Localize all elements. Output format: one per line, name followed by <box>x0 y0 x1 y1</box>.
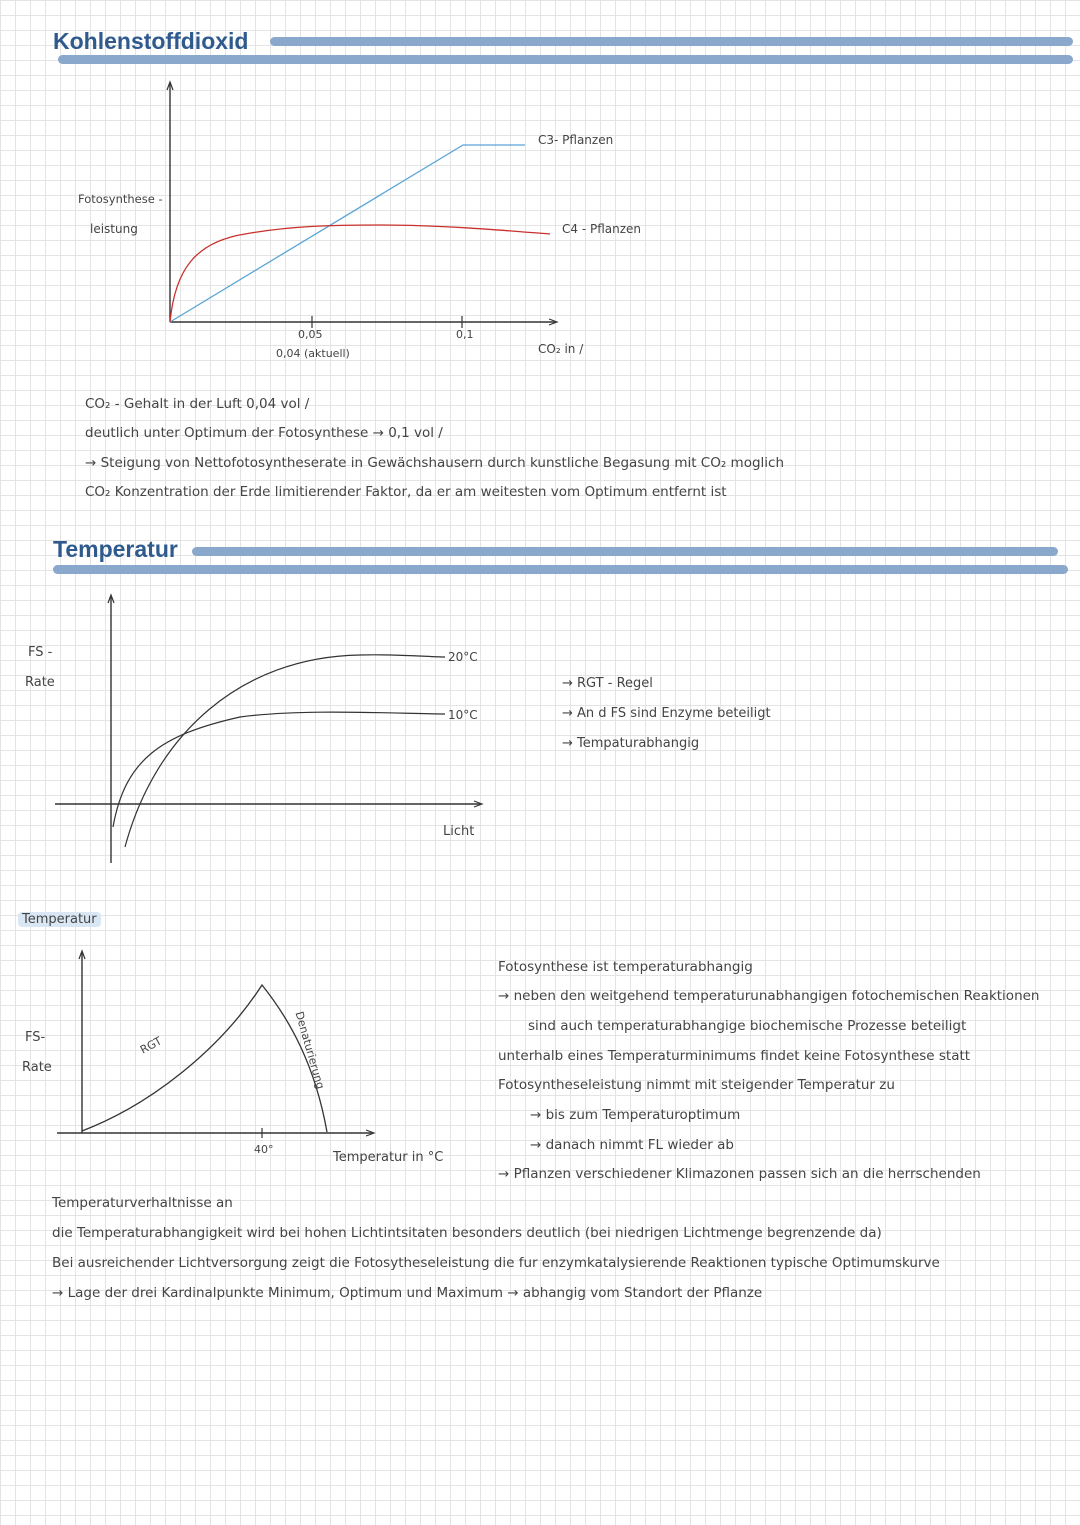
tick-label: 0,1 <box>456 328 474 341</box>
tick-label: 0,05 <box>298 328 323 341</box>
section-title-temperatur: Temperatur <box>53 536 178 562</box>
y-axis-label: Rate <box>22 1060 52 1075</box>
x-axis-label: CO₂ in / <box>538 342 584 356</box>
note-line: → danach nimmt FL wieder ab <box>530 1137 734 1153</box>
note-line: → neben den weitgehend temperaturunabhangigen fotochemischen Reaktionen <box>498 988 1040 1004</box>
curve-label: 10°C <box>448 708 478 722</box>
legend-c3: C3- Pflanzen <box>538 133 614 147</box>
c4-curve <box>170 225 550 322</box>
bullet: → Tempaturabhangig <box>562 736 700 751</box>
denaturation-label: Denaturierung <box>292 1010 328 1091</box>
note-line: Temperaturverhaltnisse an <box>52 1195 233 1211</box>
note-line: deutlich unter Optimum der Fotosynthese → 0,1 vol / <box>85 425 443 441</box>
curve-label: 20°C <box>448 650 478 664</box>
y-axis-label: FS - <box>28 645 53 660</box>
temperature-optimum-chart <box>0 945 480 1160</box>
note-line: CO₂ Konzentration der Erde limitierender Faktor, da er am weitesten vom Optimum entfernt ist <box>85 484 727 500</box>
bullet: → RGT - Regel <box>562 676 653 691</box>
title-bar <box>270 37 1073 46</box>
c3-curve <box>170 145 525 322</box>
subheading-temperatur: Temperatur <box>18 912 101 927</box>
note-line: → bis zum Temperaturoptimum <box>530 1107 741 1123</box>
note-line: die Temperaturabhangigkeit wird bei hohen Lichtintsitaten besonders deutlich (bei niedrigen Lichtmenge begrenzende da) <box>52 1225 882 1241</box>
y-axis-label: Rate <box>25 675 55 690</box>
note-line: → Lage der drei Kardinalpunkte Minimum, Optimum und Maximum → abhangig vom Standort der Pflanze <box>52 1285 763 1301</box>
y-axis-label: Fotosynthese - <box>78 192 163 206</box>
y-axis-label: FS- <box>25 1030 46 1045</box>
note-line: sind auch temperaturabhangige biochemische Prozesse beteiligt <box>528 1018 967 1034</box>
tick-label: 40° <box>254 1143 274 1156</box>
note-line: → Pflanzen verschiedener Klimazonen passen sich an die herrschenden <box>498 1166 981 1182</box>
x-axis-label: Temperatur in °C <box>333 1150 444 1165</box>
title-bar <box>192 547 1058 556</box>
optimum-curve <box>82 985 327 1132</box>
light-temperature-chart <box>0 585 560 870</box>
title-bar <box>53 565 1068 574</box>
note-line: Bei ausreichender Lichtversorgung zeigt die Fotosytheseleistung die fur enzymkatalysierende Reaktionen typische Optimumskurve <box>52 1255 940 1271</box>
note-line: Fotosynthese ist temperaturabhangig <box>498 959 753 975</box>
rgt-label: RGT <box>138 1034 164 1057</box>
note-line: CO₂ - Gehalt in der Luft 0,04 vol / <box>85 396 310 412</box>
section-title-co2: Kohlenstoffdioxid <box>53 28 249 54</box>
curve-20c <box>125 655 445 847</box>
curve-10c <box>113 712 445 827</box>
note-line: → Steigung von Nettofotosyntheserate in Gewächshausern durch kunstliche Begasung mit CO₂ moglich <box>85 455 785 471</box>
note-line: unterhalb eines Temperaturminimums findet keine Fotosynthese statt <box>498 1048 971 1064</box>
note-line: Fotosyntheseleistung nimmt mit steigender Temperatur zu <box>498 1077 895 1093</box>
tick-label: 0,04 (aktuell) <box>276 347 350 360</box>
y-axis-label: leistung <box>90 222 138 236</box>
x-axis-label: Licht <box>443 824 475 839</box>
legend-c4: C4 - Pflanzen <box>562 222 642 236</box>
title-bar <box>58 55 1073 64</box>
bullet: → An d FS sind Enzyme beteiligt <box>562 706 771 721</box>
